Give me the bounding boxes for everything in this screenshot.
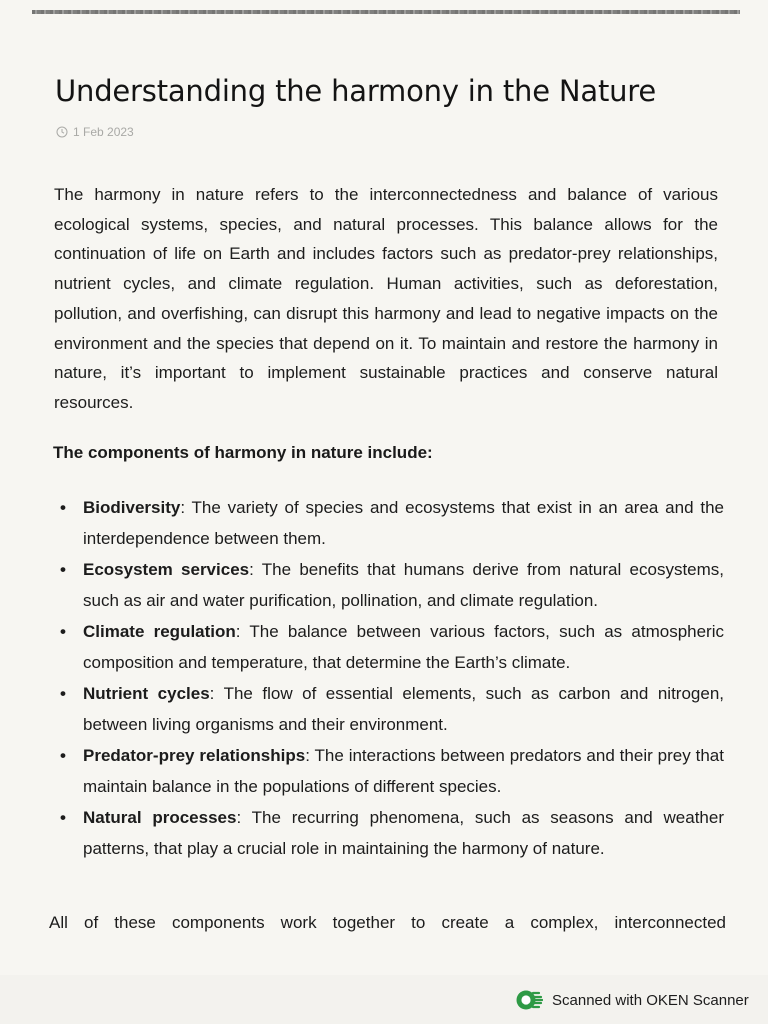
scanner-watermark xyxy=(515,988,749,1012)
component-term: Natural processes xyxy=(83,808,237,827)
bullet: • xyxy=(60,560,66,579)
component-term: Climate regulation xyxy=(83,622,236,641)
list-item xyxy=(58,802,724,864)
list-item xyxy=(58,616,724,678)
component-term: Predator-prey relationships xyxy=(83,746,306,765)
component-description: : The flow of essential elements, such as carbon and nitrogen, between living organisms and their environment. xyxy=(83,684,724,734)
list-item xyxy=(58,554,724,616)
list-item xyxy=(58,492,724,554)
components-heading: The components of harmony in nature include: xyxy=(53,443,433,462)
bullet: • xyxy=(60,808,66,827)
component-description: : The benefits that humans derive from natural ecosystems, such as air and water purification, pollination, and climate regulation. xyxy=(83,560,725,610)
intro-paragraph: The harmony in nature refers to the interconnectedness and balance of various ecological systems, species, and natural processes. This balance allows for the continuation of life on Earth and includes factors such as predator-prey relationships, nutrient cycles, and climate regulation. Human activities, such as deforestation, pollution, and overfishing, can disrupt this harmony and lead to negative impacts on the environment and the species that depend on it. To maintain and restore the harmony in nature, it’s important to implement sustainable practices and conserve natural resources. xyxy=(54,185,718,412)
component-term: Biodiversity xyxy=(83,498,181,517)
component-description: : The recurring phenomena, such as seasons and weather patterns, that play a crucial role in maintaining the harmony of nature. xyxy=(83,808,725,858)
bullet: • xyxy=(60,684,66,703)
oken-scanner-logo-icon xyxy=(515,988,543,1012)
component-term: Nutrient cycles xyxy=(83,684,210,703)
scanner-label: Scanned with OKEN Scanner xyxy=(552,991,749,1009)
component-description: : The balance between various factors, such as atmospheric composition and temperature, that determine the Earth’s climate. xyxy=(83,622,724,672)
clock-icon xyxy=(56,126,68,138)
component-description: : The interactions between predators and their prey that maintain balance in the populations of different species. xyxy=(83,746,724,796)
components-list xyxy=(58,492,724,864)
page-title: Understanding the harmony in the Nature xyxy=(55,74,657,108)
closing-paragraph: All of these components work together to create a complex, interconnected xyxy=(49,913,726,932)
component-description: : The variety of species and ecosystems that exist in an area and the interdependence between them. xyxy=(83,498,724,548)
bullet: • xyxy=(60,746,66,765)
bullet: • xyxy=(60,498,66,517)
list-item xyxy=(58,678,724,740)
list-item xyxy=(58,740,724,802)
top-divider xyxy=(32,10,740,14)
date-text: 1 Feb 2023 xyxy=(73,125,134,139)
bullet: • xyxy=(60,622,66,641)
publish-date xyxy=(56,125,134,139)
component-term: Ecosystem services xyxy=(83,560,250,579)
